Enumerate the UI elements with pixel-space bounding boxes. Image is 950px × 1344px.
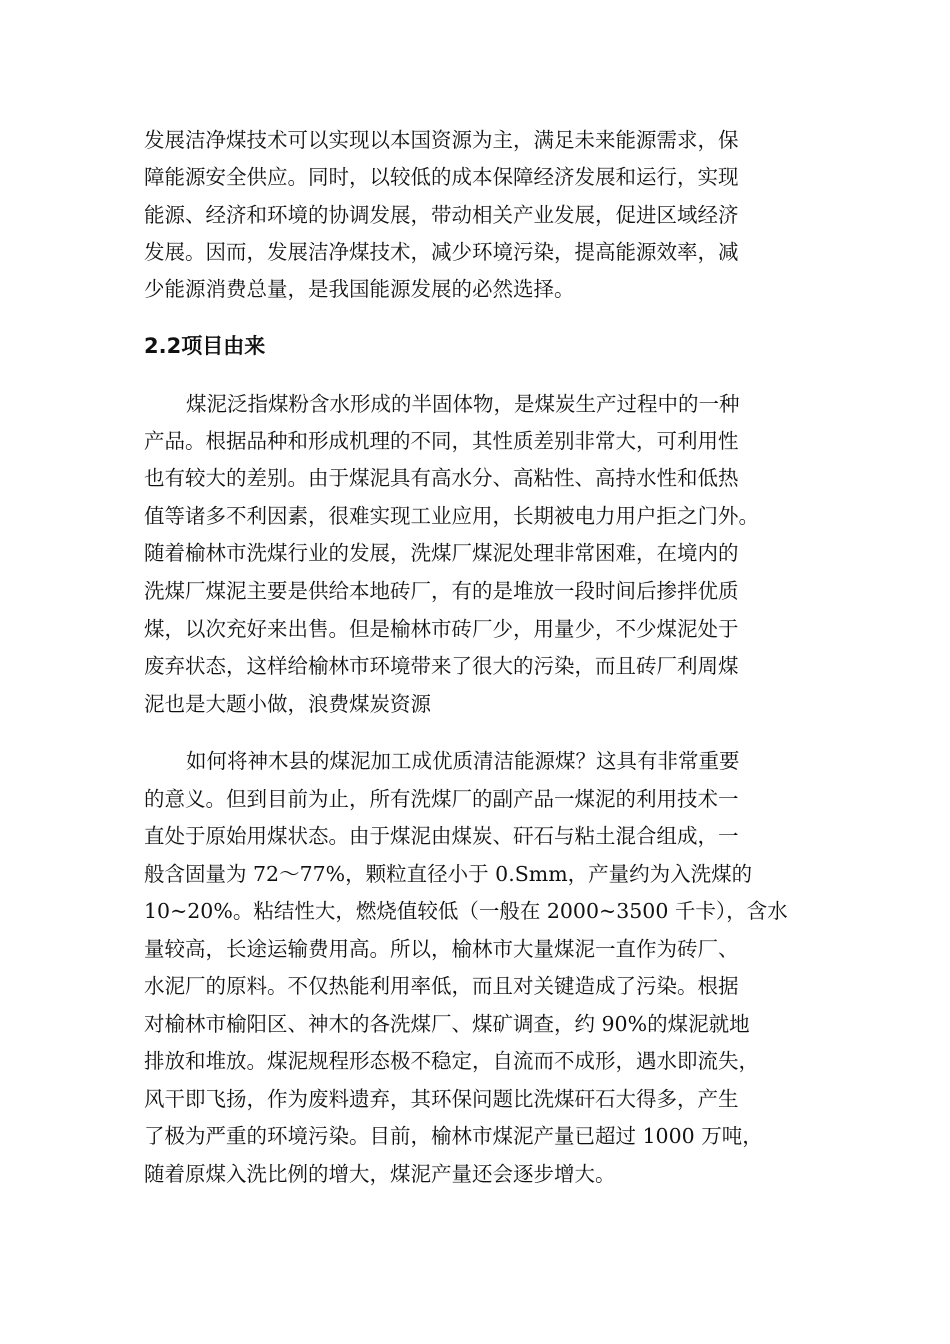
text-line: 了极为严重的环境污染。目前，榆林市煤泥产量已超过 1000 万吨， xyxy=(144,1124,763,1148)
text-line: 发展洁净煤技术可以实现以本国资源为主，满足未来能源需求，保 xyxy=(144,128,739,152)
text-line: 如何将神木县的煤泥加工成优质清洁能源煤？这具有非常重要 xyxy=(186,749,740,773)
text-line: 煤泥泛指煤粉含水形成的半固体物，是煤炭生产过程中的一种 xyxy=(186,392,740,416)
section-heading: 2.2项目由来 xyxy=(144,334,266,358)
text-line: 风干即飞扬，作为废料遗弃，其环保问题比洗煤矸石大得多，产生 xyxy=(144,1087,739,1111)
text-line: 值等诸多不利因素，很难实现工业应用，长期被电力用户拒之门外。 xyxy=(144,504,759,528)
text-line: 直处于原始用煤状态。由于煤泥由煤炭、矸石与粘土混合组成，一 xyxy=(144,824,739,848)
text-line: 水泥厂的原料。不仅热能利用率低，而且对关键造成了污染。根据 xyxy=(144,974,739,998)
text-line: 10~20%。粘结性大，燃烧值较低（一般在 2000~3500 千卡），含水 xyxy=(144,899,788,923)
text-line: 随着原煤入洗比例的增大，煤泥产量还会逐步增大。 xyxy=(144,1162,616,1186)
text-line: 般含固量为 72～77%，颗粒直径小于 0.Smm，产量约为入洗煤的 xyxy=(144,862,753,886)
text-line: 洗煤厂煤泥主要是供给本地砖厂，有的是堆放一段时间后掺拌优质 xyxy=(144,579,739,603)
text-line: 随着榆林市洗煤行业的发展，洗煤厂煤泥处理非常困难，在境内的 xyxy=(144,541,739,565)
text-line: 废弃状态，这样给榆林市环境带来了很大的污染，而且砖厂利周煤 xyxy=(144,654,739,678)
text-line: 也有较大的差别。由于煤泥具有高水分、高粘性、高持水性和低热 xyxy=(144,466,739,490)
text-line: 量较高，长途运输费用高。所以，榆林市大量煤泥一直作为砖厂、 xyxy=(144,937,739,961)
text-line: 排放和堆放。煤泥规程形态极不稳定，自流而不成形，遇水即流失， xyxy=(144,1049,759,1073)
text-line: 的意义。但到目前为止，所有洗煤厂的副产品一煤泥的利用技术一 xyxy=(144,787,739,811)
text-line: 煤，以次充好来出售。但是榆林市砖厂少，用量少，不少煤泥处于 xyxy=(144,617,739,641)
text-line: 能源、经济和环境的协调发展，带动相关产业发展，促进区域经济 xyxy=(144,203,739,227)
text-line: 产品。根据品种和形成机理的不同，其性质差别非常大，可利用性 xyxy=(144,429,739,453)
text-line: 对榆林市榆阳区、神木的各洗煤厂、煤矿调查，约 90%的煤泥就地 xyxy=(144,1012,750,1036)
text-line: 发展。因而，发展洁净煤技术，减少环境污染，提高能源效率，减 xyxy=(144,240,739,264)
text-line: 少能源消费总量，是我国能源发展的必然选择。 xyxy=(144,277,575,301)
text-line: 障能源安全供应。同时，以较低的成本保障经济发展和运行，实现 xyxy=(144,165,739,189)
text-line: 泥也是大题小做，浪费煤炭资源 xyxy=(144,692,431,716)
